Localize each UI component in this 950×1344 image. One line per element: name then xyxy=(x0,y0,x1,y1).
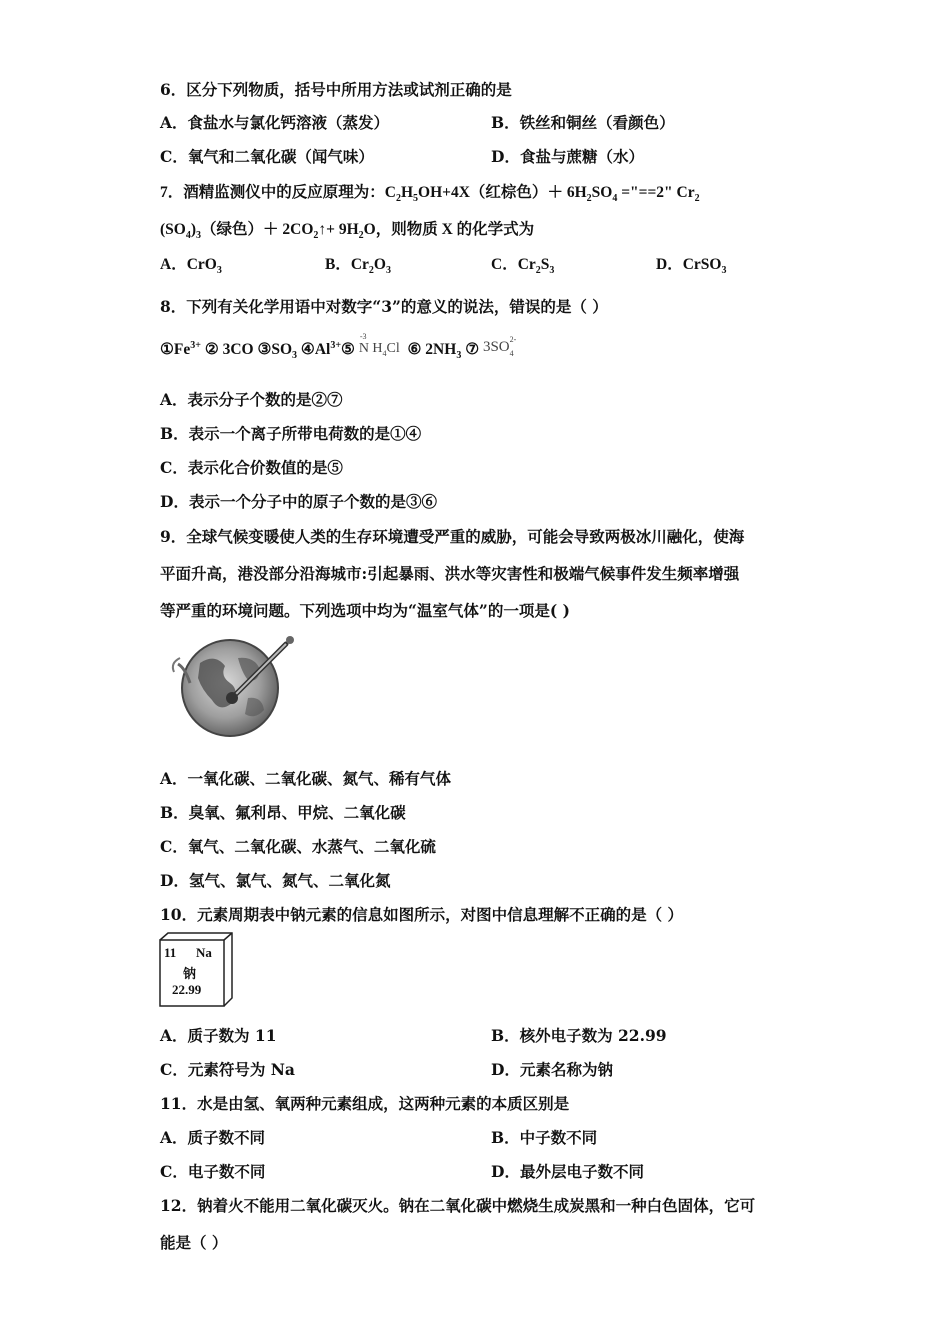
q8-symbols: $①Fe^{3+}$ ② 3CO $③SO_3$ $④Al^{3+}⑤$ -3 N $H_4Cl$ ⑥ $2NH_3$ ⑦ 3SO 2- 4 xyxy=(160,332,517,362)
q7-line2-post: （绿色）＋ 2CO xyxy=(201,221,314,238)
q7-option-b: B．$Cr_2O_3$ xyxy=(325,256,391,277)
q8-option-c: C．表示化合价数值的是⑤ xyxy=(160,458,343,477)
q8-stem: 8．下列有关化学用语中对数字“3”的意义的说法，错误的是（ ） xyxy=(160,297,608,316)
element-symbol: Na xyxy=(196,945,212,960)
q10-stem: 10．元素周期表中钠元素的信息如图所示，对图中信息理解不正确的是（ ） xyxy=(160,905,683,924)
q11-option-b: B．中子数不同 xyxy=(491,1128,598,1147)
q6-option-a: A．食盐水与氯化钙溶液（蒸发） xyxy=(160,113,390,132)
q10-option-a: A．质子数为 11 xyxy=(160,1026,277,1045)
element-name: 钠 xyxy=(183,967,197,982)
q8-option-b: B．表示一个离子所带电荷数的是①④ xyxy=(160,424,422,443)
q7-red-brown: （红棕色） xyxy=(469,184,548,201)
q9-option-c: C．氧气、二氧化碳、水蒸气、二氧化硫 xyxy=(160,837,436,856)
q7-option-d: D．CrSO$_3$ xyxy=(656,256,727,277)
q6-option-b: B．铁丝和铜丝（看颜色） xyxy=(491,113,675,132)
atomic-mass: 22.99 xyxy=(172,982,202,997)
q6-option-c: C．氧气和二氧化碳（闻气味） xyxy=(160,147,374,166)
q9-stem-line2: 平面升高，港没部分沿海城市:引起暴雨、洪水等灾害性和极端气候事件发生频率增强 xyxy=(160,564,740,583)
q10-option-b: B．核外电子数为 22.99 xyxy=(491,1026,667,1045)
q11-option-c: C．电子数不同 xyxy=(160,1162,266,1181)
q10-option-d: D．元素名称为钠 xyxy=(491,1060,613,1079)
q9-option-a: A．一氧化碳、二氧化碳、氮气、稀有气体 xyxy=(160,769,452,788)
globe-thermometer-image xyxy=(160,628,305,738)
q12-stem-line2: 能是（ ） xyxy=(160,1233,228,1252)
q7-eq-str: "==2" xyxy=(630,184,673,201)
q11-stem: 11．水是由氢、氧两种元素组成，这两种元素的本质区别是 xyxy=(160,1094,570,1113)
q10-option-c: C．元素符号为 Na xyxy=(160,1060,295,1079)
q8-option-a: A．表示分子个数的是②⑦ xyxy=(160,390,343,409)
q7-option-c: C．$Cr_2S_3$ xyxy=(491,256,555,277)
q6-stem: 6．区分下列物质，括号中所用方法或试剂正确的是 xyxy=(160,80,512,99)
q7-stem-end: ，则物质 X 的化学式为 xyxy=(375,221,535,238)
q7-stem-pre: 7．酒精监测仪中的反应原理为： xyxy=(160,184,385,201)
sodium-element-card xyxy=(158,932,238,1008)
q11-option-a: A．质子数不同 xyxy=(160,1128,266,1147)
q11-option-d: D．最外层电子数不同 xyxy=(491,1162,644,1181)
atomic-number: 11 xyxy=(164,945,177,960)
q7-stem-line1: 7．酒精监测仪中的反应原理为：$C_2H_5OH+4X$（红棕色）＋ $6H_2SO_4$ ="==2" $Cr_2$ xyxy=(160,184,700,205)
q9-option-d: D．氢气、氯气、氮气、二氧化氮 xyxy=(160,871,391,890)
q7-stem-line2: $(SO_4)_3$（绿色）＋ $2CO_2↑+ 9H_2O$，则物质 X 的化学式为 xyxy=(160,221,535,242)
q9-stem-line3: 等严重的环境问题。下列选项中均为“温室气体”的一项是( ) xyxy=(160,601,570,620)
q7-option-a: A．CrO$_3$ xyxy=(160,256,222,277)
q12-stem-line1: 12．钠着火不能用二氧化碳灭火。钠在二氧化碳中燃烧生成炭黑和一种白色固体，它可 xyxy=(160,1196,756,1215)
q6-option-d: D．食盐与蔗糖（水） xyxy=(491,147,644,166)
q9-option-b: B．臭氧、氟利昂、甲烷、二氧化碳 xyxy=(160,803,406,822)
q8-option-d: D．表示一个分子中的原子个数的是③⑥ xyxy=(160,492,437,511)
q9-stem-line1: 9．全球气候变暖使人类的生存环境遭受严重的威胁，可能会导致两极冰川融化，使海 xyxy=(160,527,745,546)
